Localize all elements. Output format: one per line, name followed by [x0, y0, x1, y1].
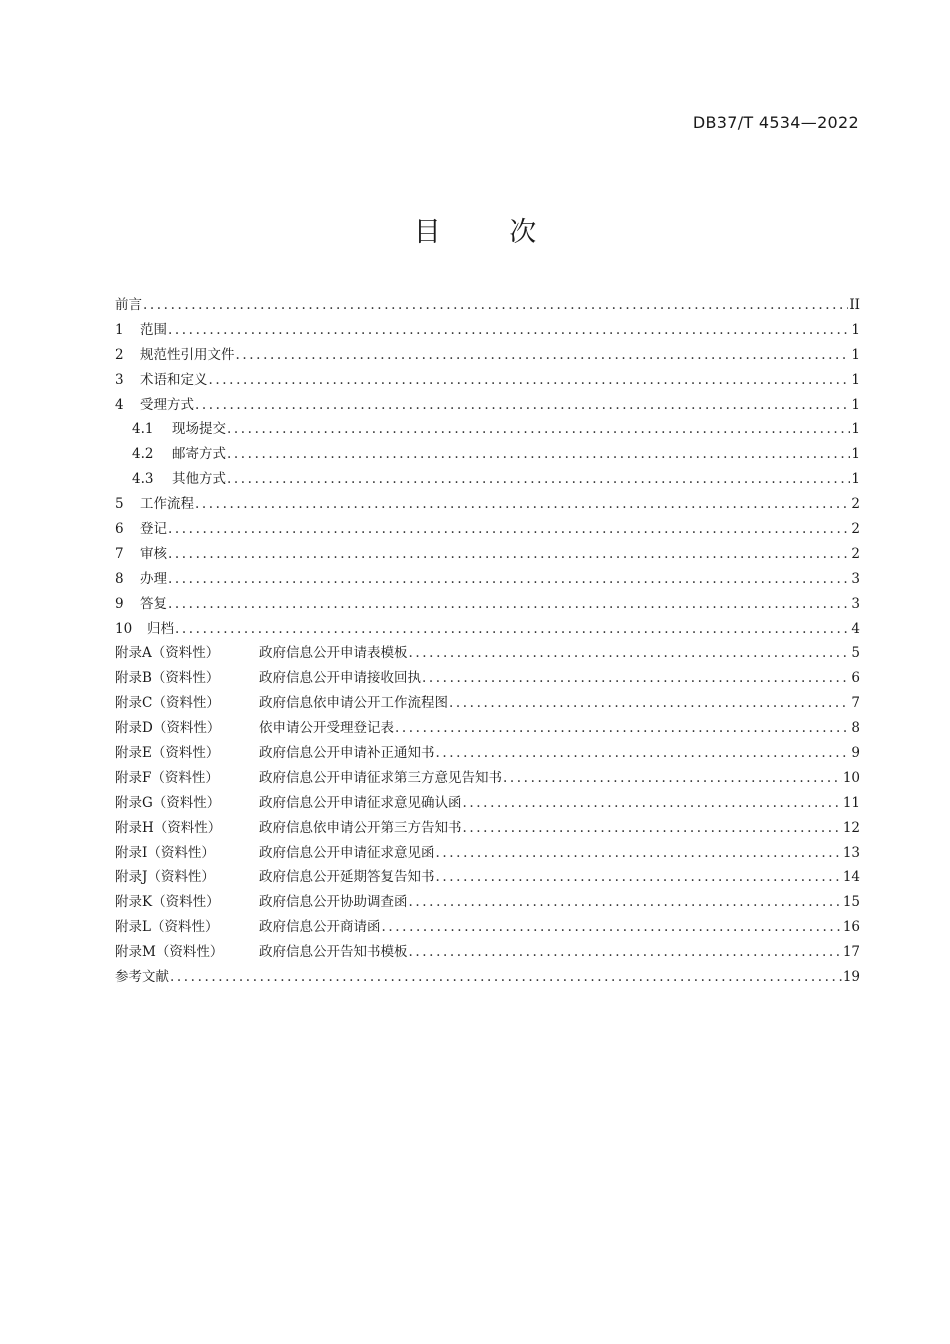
toc-dot-leader — [436, 841, 842, 866]
toc-entry-number: 附录D（资料性） — [115, 720, 221, 737]
toc-entry[interactable] — [115, 965, 860, 990]
toc-entry-page-number: 14 — [842, 869, 860, 886]
toc-entry-page-number: 19 — [842, 969, 860, 986]
toc-entry-number: 1 — [115, 321, 124, 338]
toc-entry-page-number: 10 — [842, 769, 860, 786]
toc-entry-number: 附录F（资料性） — [115, 769, 219, 786]
toc-entry-label: 工作流程 — [140, 496, 194, 513]
toc-entry-label: 政府信息公开申请接收回执 — [259, 670, 421, 687]
toc-entry-label: 现场提交 — [172, 421, 226, 438]
toc-entry[interactable] — [115, 641, 860, 666]
toc-entry[interactable] — [115, 492, 860, 517]
toc-entry-number: 4.3 — [132, 471, 154, 488]
toc-entry-page-number: 12 — [842, 819, 860, 836]
toc-entry-page-number: 1 — [851, 421, 860, 438]
toc-dot-leader — [409, 940, 842, 965]
toc-entry-number: 3 — [115, 371, 124, 388]
toc-dot-leader — [168, 542, 850, 567]
toc-entry-page-number: 11 — [842, 794, 860, 811]
toc-entry-number: 附录I（资料性） — [115, 844, 215, 861]
toc-entry-number: 附录C（资料性） — [115, 695, 220, 712]
toc-dot-leader — [195, 492, 850, 517]
toc-entry[interactable] — [115, 318, 860, 343]
toc-entry-label: 办理 — [140, 570, 167, 587]
toc-entry[interactable] — [115, 617, 860, 642]
standard-code: DB37/T 4534—2022 — [692, 113, 859, 132]
toc-entry-label: 参考文献 — [115, 969, 169, 986]
toc-entry[interactable] — [115, 442, 860, 467]
toc-entry-page-number: 7 — [851, 695, 860, 712]
toc-entry-label: 政府信息公开告知书模板 — [259, 944, 408, 961]
toc-dot-leader — [209, 368, 851, 393]
toc-entry-page-number: 1 — [851, 396, 860, 413]
toc-entry[interactable] — [115, 343, 860, 368]
toc-entry-label: 政府信息公开申请征求第三方意见告知书 — [259, 769, 502, 786]
toc-entry-page-number: 16 — [842, 919, 860, 936]
toc-entry[interactable] — [115, 890, 860, 915]
toc-entry-page-number: 9 — [851, 745, 860, 762]
toc-entry-number: 5 — [115, 496, 124, 513]
toc-entry-number: 附录J（资料性） — [115, 869, 215, 886]
toc-entry-page-number: 8 — [851, 720, 860, 737]
toc-dot-leader — [503, 766, 842, 791]
toc-entry-page-number: 5 — [851, 645, 860, 662]
toc-dot-leader — [227, 467, 850, 492]
toc-dot-leader — [168, 592, 850, 617]
toc-entry-label: 审核 — [140, 545, 167, 562]
toc-dot-leader — [227, 417, 850, 442]
toc-entry-label: 依申请公开受理登记表 — [259, 720, 394, 737]
toc-entry-label: 登记 — [140, 521, 167, 538]
toc-entry-page-number: 1 — [851, 371, 860, 388]
toc-entry[interactable] — [115, 691, 860, 716]
toc-entry[interactable] — [115, 368, 860, 393]
toc-dot-leader — [382, 915, 842, 940]
toc-entry-page-number: II — [849, 297, 860, 313]
toc-entry-page-number: 17 — [842, 944, 860, 961]
toc-entry-number: 4.1 — [132, 421, 154, 438]
toc-entry[interactable] — [115, 865, 860, 890]
toc-entry-page-number: 15 — [842, 894, 860, 911]
page-title: 目 次 — [413, 217, 567, 248]
toc-entry[interactable] — [115, 293, 860, 318]
toc-dot-leader — [395, 716, 850, 741]
toc-entry[interactable] — [115, 567, 860, 592]
toc-entry-number: 附录A（资料性） — [115, 645, 220, 662]
toc-entry-label: 邮寄方式 — [172, 446, 226, 463]
toc-entry-label: 受理方式 — [140, 396, 194, 413]
toc-dot-leader — [422, 666, 850, 691]
toc-entry-page-number: 1 — [851, 446, 860, 463]
toc-dot-leader — [170, 965, 842, 990]
toc-entry[interactable] — [115, 915, 860, 940]
toc-entry-label: 范围 — [140, 321, 167, 338]
toc-dot-leader — [436, 865, 842, 890]
toc-entry[interactable] — [115, 716, 860, 741]
table-of-contents — [115, 293, 860, 990]
toc-entry-label: 其他方式 — [172, 471, 226, 488]
toc-entry-label: 政府信息依申请公开工作流程图 — [259, 695, 448, 712]
toc-entry-number: 2 — [115, 346, 124, 363]
toc-entry-label: 归档 — [147, 620, 174, 637]
toc-entry[interactable] — [115, 791, 860, 816]
toc-entry-page-number: 2 — [851, 496, 860, 513]
toc-dot-leader — [409, 890, 842, 915]
toc-entry-label: 政府信息公开申请表模板 — [259, 645, 408, 662]
toc-dot-leader — [463, 791, 842, 816]
toc-entry-label: 前言 — [115, 297, 142, 313]
toc-entry[interactable] — [115, 467, 860, 492]
toc-entry[interactable] — [115, 517, 860, 542]
toc-entry[interactable] — [115, 666, 860, 691]
toc-entry[interactable] — [115, 393, 860, 418]
toc-entry-page-number: 3 — [851, 570, 860, 587]
toc-entry-page-number: 2 — [851, 521, 860, 538]
toc-entry-number: 4 — [115, 396, 124, 413]
toc-entry-number: 9 — [115, 595, 124, 612]
toc-dot-leader — [168, 318, 850, 343]
toc-entry-number: 10 — [115, 620, 133, 637]
toc-entry[interactable] — [115, 417, 860, 442]
toc-entry[interactable] — [115, 841, 860, 866]
toc-dot-leader — [195, 393, 850, 418]
toc-entry-number: 6 — [115, 521, 124, 538]
toc-dot-leader — [409, 641, 851, 666]
toc-entry-label: 政府信息公开申请征求意见确认函 — [259, 794, 462, 811]
toc-entry-label: 政府信息公开商请函 — [259, 919, 381, 936]
toc-entry-number: 4.2 — [132, 446, 154, 463]
toc-dot-leader — [168, 517, 850, 542]
toc-entry-label: 规范性引用文件 — [140, 346, 235, 363]
toc-entry-number: 附录M（资料性） — [115, 944, 224, 961]
toc-entry-label: 政府信息公开协助调查函 — [259, 894, 408, 911]
toc-entry-label: 政府信息公开申请征求意见函 — [259, 844, 435, 861]
toc-entry[interactable] — [115, 766, 860, 791]
toc-entry-page-number: 6 — [851, 670, 860, 687]
toc-entry-page-number: 13 — [842, 844, 860, 861]
toc-dot-leader — [175, 617, 850, 642]
toc-entry[interactable] — [115, 741, 860, 766]
toc-entry-number: 附录B（资料性） — [115, 670, 220, 687]
toc-dot-leader — [227, 442, 850, 467]
toc-entry-number: 附录L（资料性） — [115, 919, 219, 936]
toc-entry[interactable] — [115, 592, 860, 617]
toc-entry-number: 附录E（资料性） — [115, 745, 220, 762]
toc-entry[interactable] — [115, 542, 860, 567]
toc-dot-leader — [168, 567, 850, 592]
toc-entry-page-number: 1 — [851, 346, 860, 363]
toc-entry-label: 政府信息公开延期答复告知书 — [259, 869, 435, 886]
toc-entry-page-number: 3 — [851, 595, 860, 612]
toc-dot-leader — [436, 741, 851, 766]
toc-entry-label: 答复 — [140, 595, 167, 612]
toc-entry-page-number: 1 — [851, 471, 860, 488]
toc-entry-page-number: 2 — [851, 545, 860, 562]
toc-entry-page-number: 1 — [851, 321, 860, 338]
toc-dot-leader — [449, 691, 850, 716]
toc-dot-leader — [463, 816, 842, 841]
toc-entry-label: 政府信息公开申请补正通知书 — [259, 745, 435, 762]
toc-dot-leader — [236, 343, 851, 368]
toc-entry-label: 政府信息依申请公开第三方告知书 — [259, 819, 462, 836]
toc-entry-number: 附录H（资料性） — [115, 819, 222, 836]
toc-entry-label: 术语和定义 — [140, 371, 208, 388]
toc-entry-number: 7 — [115, 545, 124, 562]
toc-entry-number: 附录G（资料性） — [115, 794, 221, 811]
toc-entry[interactable] — [115, 816, 860, 841]
toc-entry-page-number: 4 — [851, 620, 860, 637]
toc-entry[interactable] — [115, 940, 860, 965]
toc-entry-number: 8 — [115, 570, 124, 587]
toc-dot-leader — [143, 293, 848, 318]
toc-entry-number: 附录K（资料性） — [115, 894, 220, 911]
